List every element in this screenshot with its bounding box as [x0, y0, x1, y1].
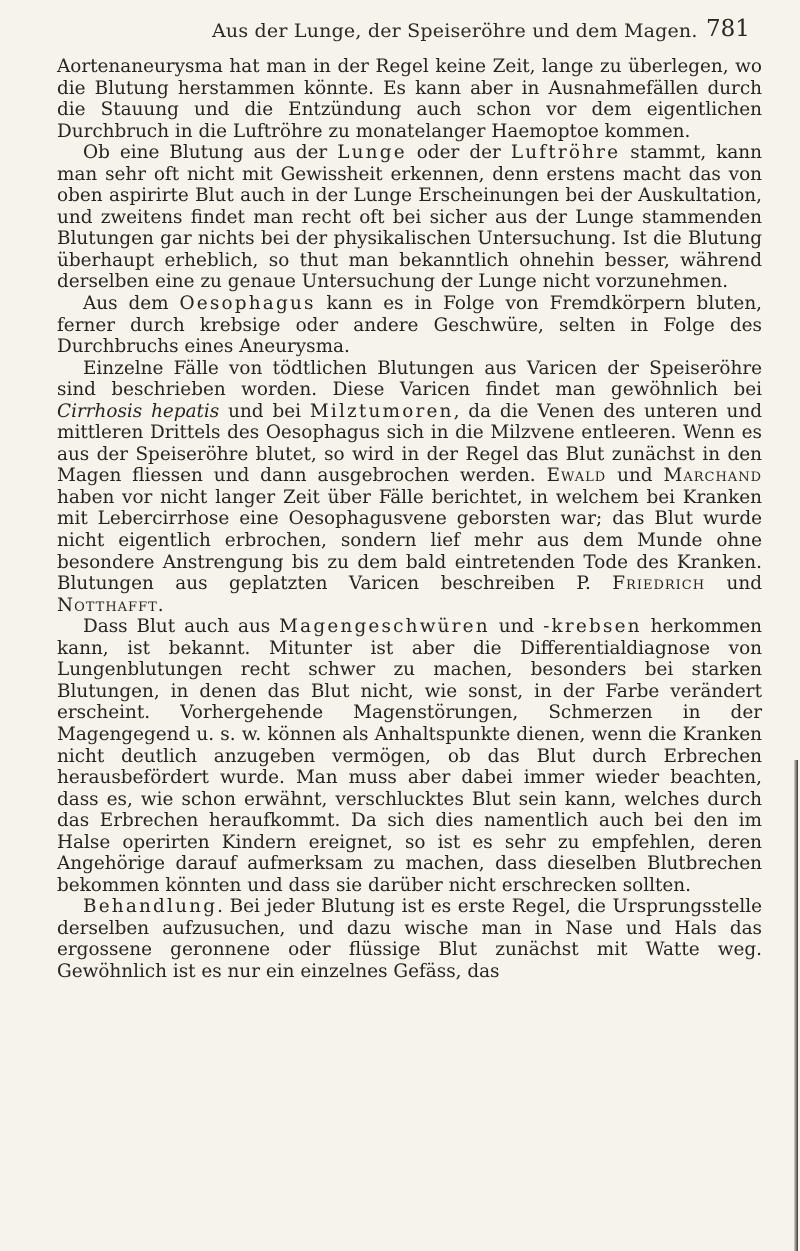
spaced-term: Luftröhre — [510, 142, 621, 164]
author-name: Marchand — [663, 465, 762, 487]
text-run: und — [489, 616, 544, 638]
spaced-term: Magengeschwüren — [279, 616, 490, 638]
text-run: oder der — [406, 142, 511, 164]
paragraph — [57, 142, 762, 293]
spaced-term: -krebsen — [543, 616, 642, 638]
paragraph — [57, 896, 762, 982]
page-edge-shadow — [794, 760, 798, 1251]
text-run: . — [157, 594, 164, 616]
text-run: , da die Venen des unteren und mittleren Drittels des Oesophagus sich in die Milzvene entleeren. Wenn es aus der Speiseröhre blutet, so wird in der Regel das Blut zunächst in den Magen fliessen und dann ausgebrochen werden. — [57, 400, 762, 487]
text-run: stammt, kann man sehr oft nicht mit Gewissheit erkennen, denn erstens macht das von oben aspirirte Blut auch in der Lunge Erscheinungen bei der Auskultation, und zweitens findet man recht oft bei sicher aus der Lunge stammenden Blutungen gar nichts bei der physikalischen Untersuchung. Ist die Blutung überhaupt erheblich, so thut man bekanntlich ohnehin besser, während derselben eine zu genaue Untersuchung der Lunge nicht vorzunehmen. — [57, 142, 762, 293]
spaced-term: Oesophagus — [179, 293, 316, 315]
text-run: Aortenaneurysma hat man in der Regel keine Zeit, lange zu überlegen, wo die Blutung herstammen könnte. Es kann aber in Ausnahmefällen durch die Stauung und die Entzündung auch schon vor dem eigentlichen Durchbruch in die Luftröhre zu monatelanger Haemoptoe kommen. — [57, 56, 762, 142]
author-name: Ewald — [546, 465, 607, 487]
paragraph — [57, 56, 762, 142]
paragraph — [57, 358, 762, 617]
text-run: kann es in Folge von Fremdkörpern bluten, ferner durch krebsige oder andere Geschwüre, selten in Folge des Durchbruchs eines Aneurysma. — [57, 293, 763, 358]
text-run: und bei — [219, 400, 310, 422]
running-header — [0, 14, 800, 54]
body-text — [57, 56, 762, 983]
spaced-term: Milztumoren — [309, 400, 454, 422]
italic-term: Cirrhosis hepatis — [57, 400, 220, 422]
text-run: Ob eine Blutung aus der — [83, 142, 338, 164]
running-title: Aus der Lunge, der Speiseröhre und dem Magen. — [212, 20, 698, 42]
spaced-term: Behandlung — [83, 896, 218, 918]
text-run: haben vor nicht langer Zeit über Fälle berichtet, in welchem bei Kranken mit Lebercirrhose eine Oesophagusvene geborsten war; das Blut wurde nicht eigentlich erbrochen, sondern lief mehr aus dem Munde ohne besondere Anstrengung bis zu dem bald eintretenden Tode des Kranken. Blutungen aus geplatzten Varicen beschreiben P. — [57, 486, 762, 595]
text-run: und — [606, 465, 664, 487]
author-name: Notthafft — [57, 594, 158, 616]
text-run: und — [705, 573, 762, 595]
text-run: Einzelne Fälle von tödtlichen Blutungen aus Varicen der Speiseröhre sind beschrieben worden. Diese Varicen findet man gewöhnlich bei — [57, 357, 762, 401]
paragraph — [57, 293, 762, 358]
spaced-term: Lunge — [337, 142, 407, 164]
paragraph — [57, 616, 762, 896]
page-number: 781 — [706, 16, 750, 42]
text-run: Dass Blut auch aus — [83, 616, 280, 638]
text-run: Aus dem — [83, 293, 180, 315]
text-run: herkommen kann, ist bekannt. Mitunter ist aber die Differentialdiagnose von Lungenblutungen recht schwer zu machen, besonders bei starken Blutungen, in denen das Blut nicht, wie sonst, in der Farbe verändert erscheint. Vorhergehende Magenstörungen, Schmerzen in der Magengegend u. s. w. können als Anhaltspunkte dienen, wenn die Kranken nicht deutlich anzugeben vermögen, ob das Blut durch Erbrechen herausbefördert wurde. Man muss aber dabei immer wieder beachten, dass es, wie schon erwähnt, verschlucktes Blut sein kann, welches durch das Erbrechen heraufkommt. Da sich dies namentlich auch bei den im Halse operirten Kindern ereignet, so ist es sehr zu empfehlen, deren Angehörige darauf aufmerksam zu machen, dass dieselben Blutbrechen bekommen könnten und dass sie darüber nicht erschrecken sollten. — [57, 616, 762, 896]
author-name: Friedrich — [612, 573, 706, 595]
text-run: . Bei jeder Blutung ist es erste Regel, die Ursprungsstelle derselben aufzusuchen, und dazu wische man in Nase und Hals das ergossene geronnene oder flüssige Blut zunächst mit Watte weg. Gewöhnlich ist es nur ein einzelnes Gefäss, das — [57, 896, 762, 982]
